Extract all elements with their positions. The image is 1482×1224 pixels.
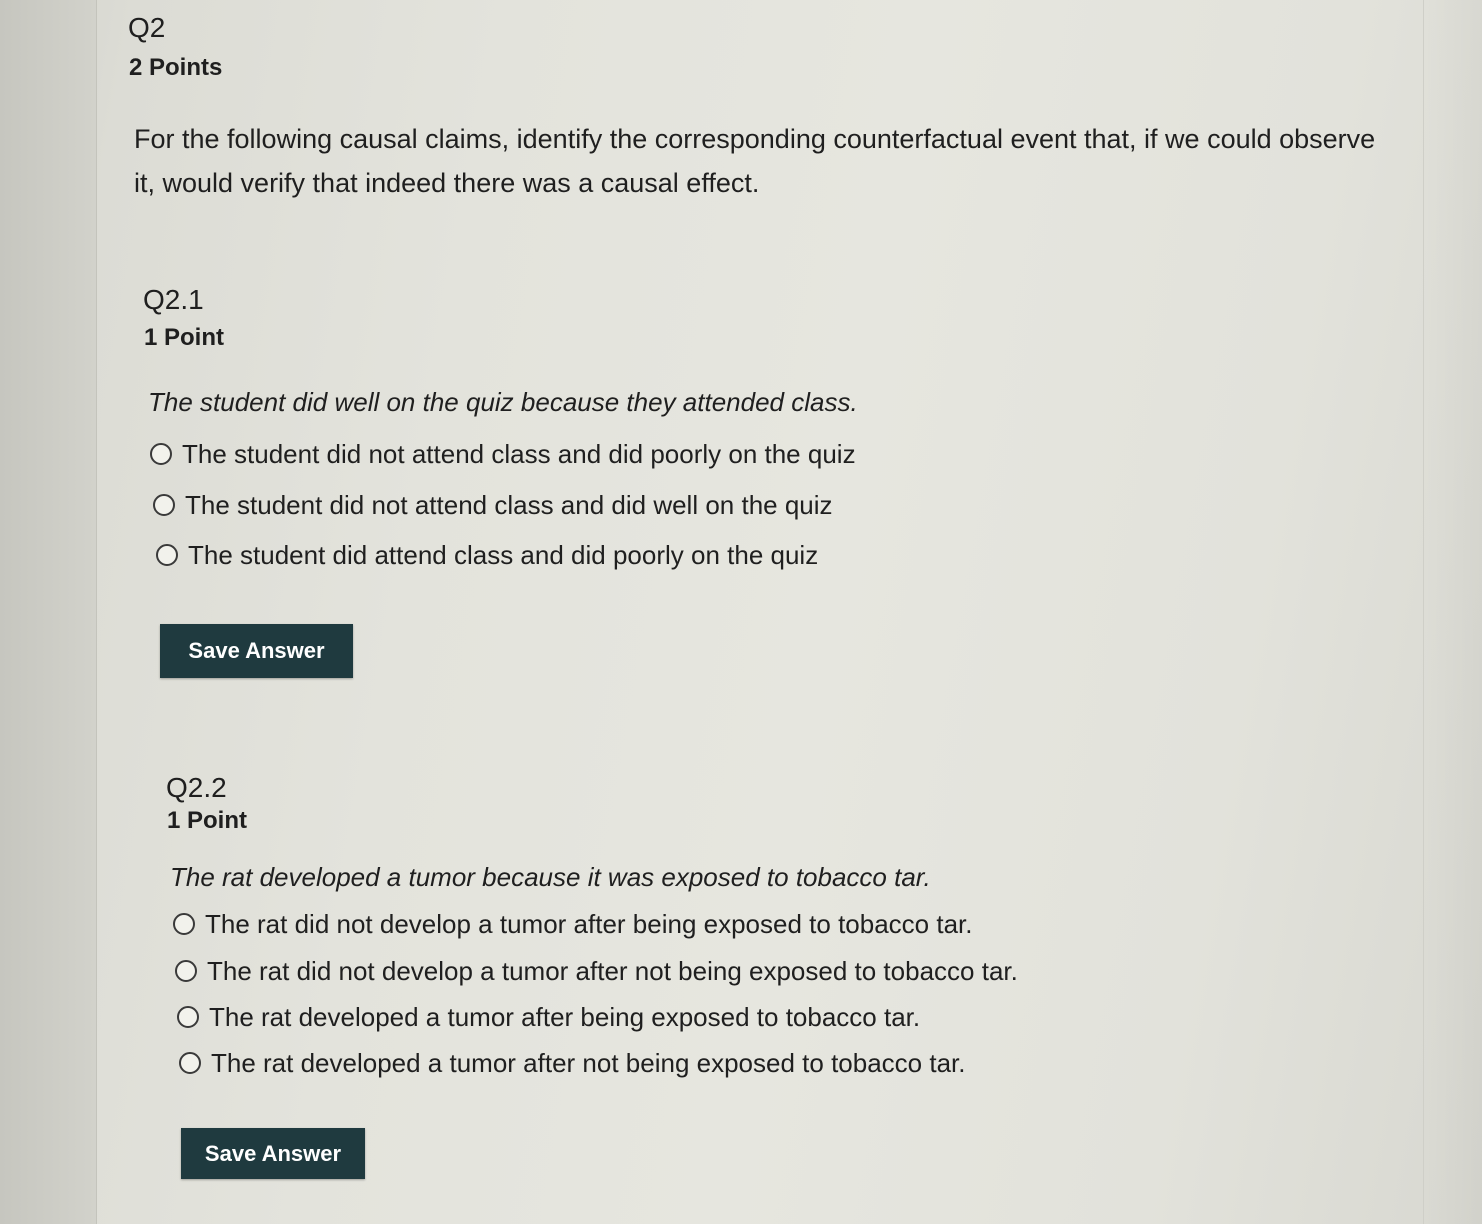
radio-button[interactable] (175, 960, 197, 982)
causal-claim: The rat developed a tumor because it was exposed to tobacco tar. (170, 862, 931, 892)
answer-option[interactable] (153, 492, 833, 518)
option-label: The student did not attend class and did well on the quiz (185, 490, 833, 520)
radio-button[interactable] (156, 544, 178, 566)
radio-button[interactable] (153, 494, 175, 516)
answer-option[interactable] (173, 911, 972, 937)
left-margin-strip (0, 0, 97, 1224)
question-title: Q2 (128, 12, 166, 43)
save-answer-button[interactable]: Save Answer (160, 624, 353, 678)
save-answer-button[interactable]: Save Answer (181, 1128, 365, 1179)
radio-button[interactable] (177, 1006, 199, 1028)
answer-option[interactable] (179, 1050, 965, 1076)
option-label: The rat did not develop a tumor after not being exposed to tobacco tar. (207, 956, 1018, 986)
radio-button[interactable] (150, 443, 172, 465)
answer-option[interactable] (175, 958, 1018, 984)
answer-option[interactable] (150, 441, 856, 467)
answer-option[interactable] (156, 542, 818, 568)
option-label: The student did not attend class and did poorly on the quiz (182, 439, 856, 469)
subquestion-title: Q2.2 (166, 772, 227, 803)
subquestion-points: 1 Point (167, 807, 248, 834)
causal-claim: The student did well on the quiz because they attended class. (148, 387, 858, 417)
option-label: The rat did not develop a tumor after being exposed to tobacco tar. (205, 909, 973, 939)
subquestion-title: Q2.1 (143, 284, 204, 315)
radio-button[interactable] (173, 913, 195, 935)
option-label: The rat developed a tumor after not being exposed to tobacco tar. (211, 1048, 966, 1078)
answer-option[interactable] (177, 1004, 920, 1030)
subquestion-points: 1 Point (144, 324, 225, 351)
question-points: 2 Points (129, 54, 223, 81)
option-label: The rat developed a tumor after being exposed to tobacco tar. (209, 1002, 921, 1032)
question-prompt: For the following causal claims, identify the corresponding counterfactual event that, if we could observe it, would verify that indeed there was a causal effect. (134, 124, 1376, 198)
radio-button[interactable] (179, 1052, 201, 1074)
option-label: The student did attend class and did poorly on the quiz (188, 540, 819, 570)
right-edge-strip (1423, 0, 1482, 1224)
